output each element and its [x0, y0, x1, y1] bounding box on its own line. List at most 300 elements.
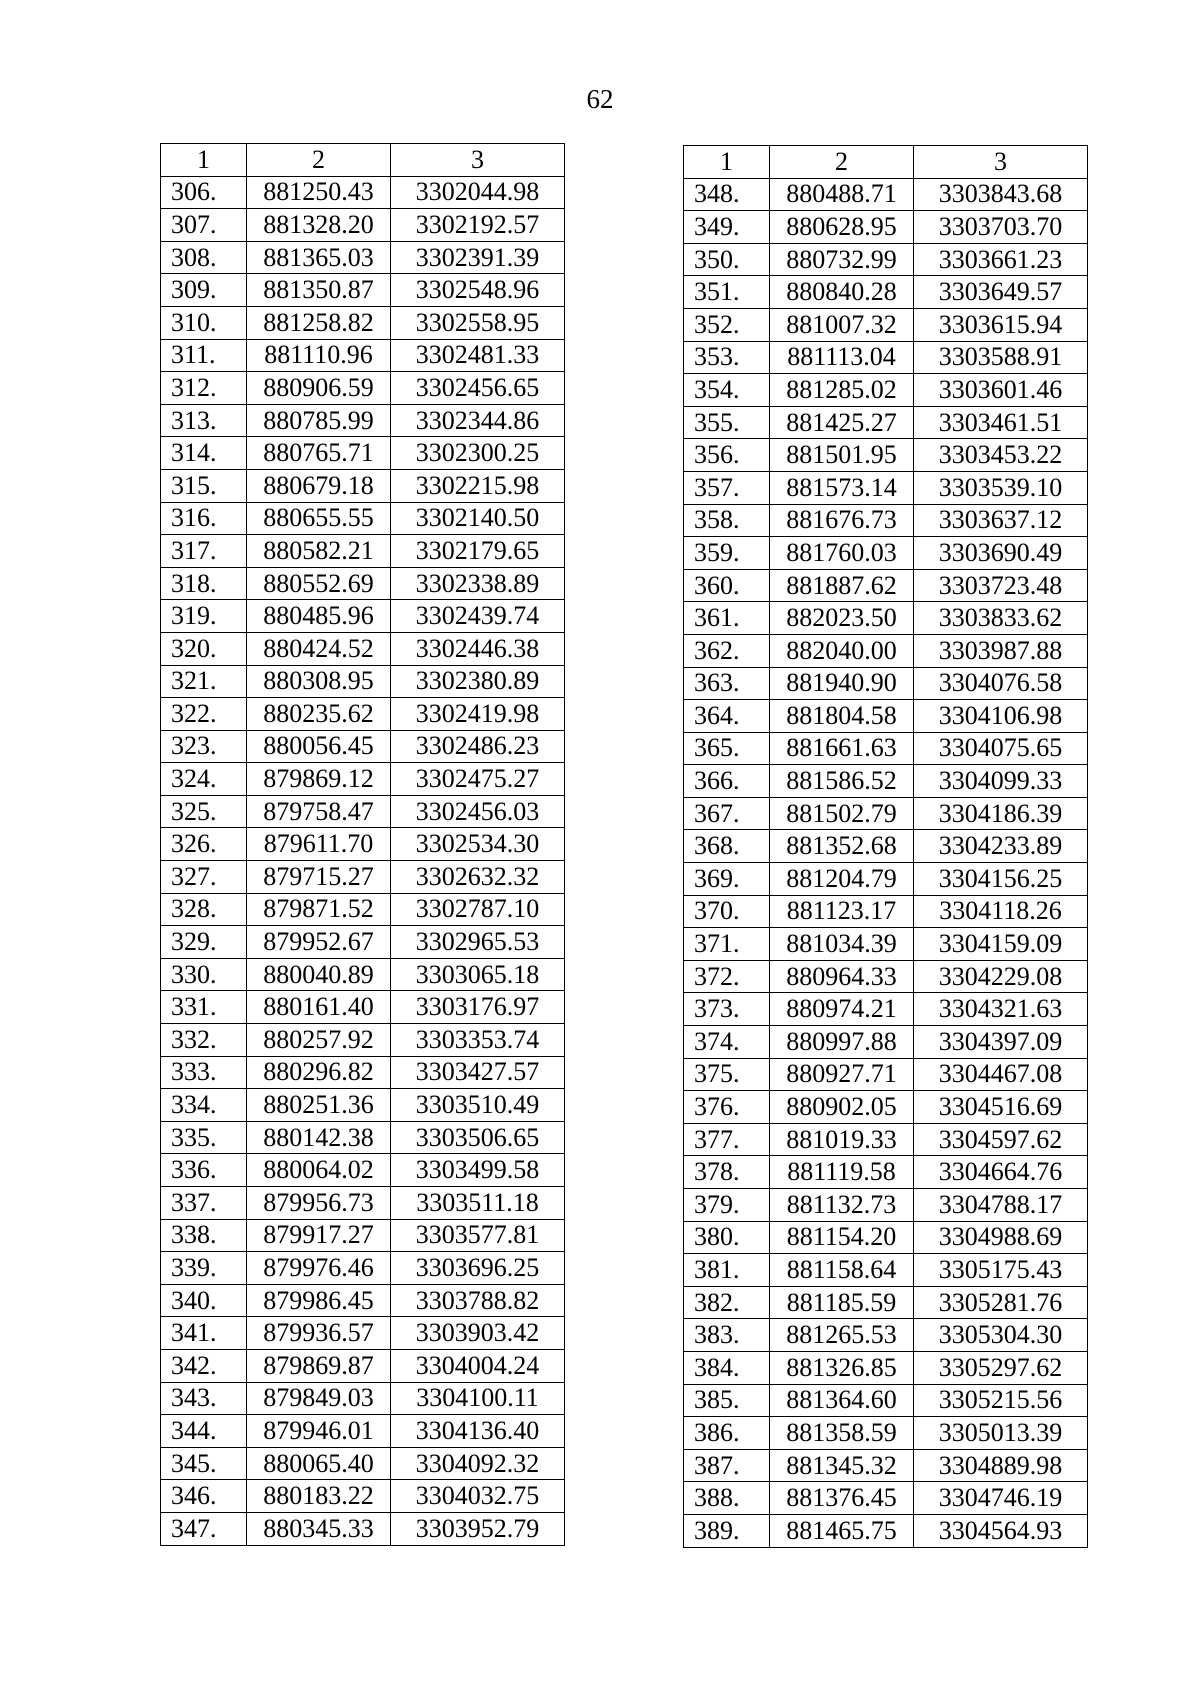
x-coordinate-cell: 880785.99 [247, 404, 391, 437]
y-coordinate-cell: 3303499.58 [391, 1154, 565, 1187]
x-coordinate-cell: 880552.69 [247, 567, 391, 600]
x-coordinate-cell: 879936.57 [247, 1317, 391, 1350]
x-coordinate-cell: 881285.02 [770, 374, 914, 407]
point-number-cell: 337. [161, 1187, 247, 1220]
table-row [161, 958, 565, 991]
point-number-cell: 373. [684, 993, 770, 1026]
x-coordinate-cell: 881007.32 [770, 308, 914, 341]
table-row [684, 439, 1088, 472]
table-row [684, 1156, 1088, 1189]
table-row [684, 928, 1088, 961]
table-row [684, 276, 1088, 309]
y-coordinate-cell: 3303788.82 [391, 1284, 565, 1317]
x-coordinate-cell: 881887.62 [770, 569, 914, 602]
table-row [161, 730, 565, 763]
x-coordinate-cell: 881501.95 [770, 439, 914, 472]
x-coordinate-cell: 879869.12 [247, 763, 391, 796]
y-coordinate-cell: 3303952.79 [391, 1512, 565, 1545]
table-row [161, 306, 565, 339]
table-row [684, 830, 1088, 863]
table-row [161, 828, 565, 861]
table-row [684, 700, 1088, 733]
table-row [161, 1317, 565, 1350]
y-coordinate-cell: 3303723.48 [914, 569, 1088, 602]
point-number-cell: 378. [684, 1156, 770, 1189]
point-number-cell: 370. [684, 895, 770, 928]
x-coordinate-cell: 880488.71 [770, 178, 914, 211]
point-number-cell: 366. [684, 765, 770, 798]
point-number-cell: 320. [161, 632, 247, 665]
y-coordinate-cell: 3304136.40 [391, 1415, 565, 1448]
y-coordinate-cell: 3305281.76 [914, 1286, 1088, 1319]
x-coordinate-cell: 880251.36 [247, 1089, 391, 1122]
y-coordinate-cell: 3304988.69 [914, 1221, 1088, 1254]
x-coordinate-cell: 880308.95 [247, 665, 391, 698]
y-coordinate-cell: 3305297.62 [914, 1351, 1088, 1384]
table-row [161, 600, 565, 633]
x-coordinate-cell: 880679.18 [247, 469, 391, 502]
point-number-cell: 347. [161, 1512, 247, 1545]
x-coordinate-cell: 879758.47 [247, 795, 391, 828]
point-number-cell: 321. [161, 665, 247, 698]
x-coordinate-cell: 879715.27 [247, 861, 391, 894]
y-coordinate-cell: 3303588.91 [914, 341, 1088, 374]
point-number-cell: 342. [161, 1349, 247, 1382]
y-coordinate-cell: 3302558.95 [391, 306, 565, 339]
y-coordinate-cell: 3302534.30 [391, 828, 565, 861]
y-coordinate-cell: 3303649.57 [914, 276, 1088, 309]
table-row [161, 1512, 565, 1545]
point-number-cell: 343. [161, 1382, 247, 1415]
x-coordinate-cell: 881326.85 [770, 1351, 914, 1384]
table-row [684, 863, 1088, 896]
table-header-row [161, 144, 565, 177]
point-number-cell: 308. [161, 241, 247, 274]
x-coordinate-cell: 881364.60 [770, 1384, 914, 1417]
point-number-cell: 368. [684, 830, 770, 863]
x-coordinate-cell: 881465.75 [770, 1514, 914, 1547]
table-row [684, 178, 1088, 211]
table-row [684, 569, 1088, 602]
point-number-cell: 325. [161, 795, 247, 828]
table-row [161, 1415, 565, 1448]
table-row [684, 406, 1088, 439]
x-coordinate-cell: 880424.52 [247, 632, 391, 665]
x-coordinate-cell: 881352.68 [770, 830, 914, 863]
y-coordinate-cell: 3302419.98 [391, 698, 565, 731]
y-coordinate-cell: 3304186.39 [914, 797, 1088, 830]
y-coordinate-cell: 3302548.96 [391, 274, 565, 307]
table-row [161, 404, 565, 437]
y-coordinate-cell: 3304075.65 [914, 732, 1088, 765]
table-row [161, 339, 565, 372]
table-row [684, 1221, 1088, 1254]
y-coordinate-cell: 3304467.08 [914, 1058, 1088, 1091]
x-coordinate-cell: 881185.59 [770, 1286, 914, 1319]
point-number-cell: 376. [684, 1091, 770, 1124]
x-coordinate-cell: 880927.71 [770, 1058, 914, 1091]
x-coordinate-cell: 880161.40 [247, 991, 391, 1024]
point-number-cell: 318. [161, 567, 247, 600]
x-coordinate-cell: 881502.79 [770, 797, 914, 830]
y-coordinate-cell: 3302486.23 [391, 730, 565, 763]
y-coordinate-cell: 3303987.88 [914, 634, 1088, 667]
point-number-cell: 328. [161, 893, 247, 926]
y-coordinate-cell: 3302391.39 [391, 241, 565, 274]
y-coordinate-cell: 3304664.76 [914, 1156, 1088, 1189]
point-number-cell: 326. [161, 828, 247, 861]
point-number-cell: 387. [684, 1449, 770, 1482]
table-row [161, 1024, 565, 1057]
x-coordinate-cell: 881676.73 [770, 504, 914, 537]
y-coordinate-cell: 3303453.22 [914, 439, 1088, 472]
point-number-cell: 377. [684, 1123, 770, 1156]
y-coordinate-cell: 3303065.18 [391, 958, 565, 991]
table-row [684, 243, 1088, 276]
x-coordinate-cell: 881760.03 [770, 537, 914, 570]
table-row [684, 1091, 1088, 1124]
y-coordinate-cell: 3304106.98 [914, 700, 1088, 733]
table-row [161, 1056, 565, 1089]
x-coordinate-cell: 881376.45 [770, 1482, 914, 1515]
point-number-cell: 336. [161, 1154, 247, 1187]
y-coordinate-cell: 3303637.12 [914, 504, 1088, 537]
y-coordinate-cell: 3302300.25 [391, 437, 565, 470]
y-coordinate-cell: 3303703.70 [914, 211, 1088, 244]
table-row [161, 1480, 565, 1513]
x-coordinate-cell: 879869.87 [247, 1349, 391, 1382]
x-coordinate-cell: 880582.21 [247, 535, 391, 568]
x-coordinate-cell: 880345.33 [247, 1512, 391, 1545]
table-header-row [684, 146, 1088, 179]
column-header: 1 [684, 146, 770, 179]
table-row [161, 926, 565, 959]
x-coordinate-cell: 882023.50 [770, 602, 914, 635]
y-coordinate-cell: 3302787.10 [391, 893, 565, 926]
table-row [684, 504, 1088, 537]
x-coordinate-cell: 881365.03 [247, 241, 391, 274]
x-coordinate-cell: 880142.38 [247, 1121, 391, 1154]
y-coordinate-cell: 3302475.27 [391, 763, 565, 796]
table-row [684, 602, 1088, 635]
table-row [161, 1121, 565, 1154]
y-coordinate-cell: 3304321.63 [914, 993, 1088, 1026]
point-number-cell: 333. [161, 1056, 247, 1089]
point-number-cell: 379. [684, 1189, 770, 1222]
point-number-cell: 348. [684, 178, 770, 211]
y-coordinate-cell: 3304889.98 [914, 1449, 1088, 1482]
y-coordinate-cell: 3305013.39 [914, 1417, 1088, 1450]
x-coordinate-cell: 880056.45 [247, 730, 391, 763]
x-coordinate-cell: 880655.55 [247, 502, 391, 535]
point-number-cell: 369. [684, 863, 770, 896]
table-row [684, 1482, 1088, 1515]
point-number-cell: 384. [684, 1351, 770, 1384]
x-coordinate-cell: 882040.00 [770, 634, 914, 667]
y-coordinate-cell: 3303843.68 [914, 178, 1088, 211]
table-row [684, 308, 1088, 341]
point-number-cell: 331. [161, 991, 247, 1024]
table-row [684, 1384, 1088, 1417]
x-coordinate-cell: 881110.96 [247, 339, 391, 372]
point-number-cell: 360. [684, 569, 770, 602]
x-coordinate-cell: 881573.14 [770, 471, 914, 504]
x-coordinate-cell: 880257.92 [247, 1024, 391, 1057]
y-coordinate-cell: 3303539.10 [914, 471, 1088, 504]
table-row [684, 1254, 1088, 1287]
x-coordinate-cell: 881258.82 [247, 306, 391, 339]
y-coordinate-cell: 3303903.42 [391, 1317, 565, 1350]
table-row [684, 1351, 1088, 1384]
x-coordinate-cell: 881328.20 [247, 209, 391, 242]
x-coordinate-cell: 880628.95 [770, 211, 914, 244]
point-number-cell: 312. [161, 372, 247, 405]
point-number-cell: 338. [161, 1219, 247, 1252]
x-coordinate-cell: 880235.62 [247, 698, 391, 731]
y-coordinate-cell: 3304118.26 [914, 895, 1088, 928]
y-coordinate-cell: 3302192.57 [391, 209, 565, 242]
point-number-cell: 332. [161, 1024, 247, 1057]
table-row [161, 991, 565, 1024]
y-coordinate-cell: 3302215.98 [391, 469, 565, 502]
point-number-cell: 372. [684, 960, 770, 993]
x-coordinate-cell: 881661.63 [770, 732, 914, 765]
table-row [684, 1286, 1088, 1319]
table-row [684, 765, 1088, 798]
x-coordinate-cell: 880065.40 [247, 1447, 391, 1480]
table-row [684, 1417, 1088, 1450]
y-coordinate-cell: 3302632.32 [391, 861, 565, 894]
table-row [161, 1349, 565, 1382]
y-coordinate-cell: 3304100.11 [391, 1382, 565, 1415]
table-row [161, 1187, 565, 1220]
x-coordinate-cell: 879611.70 [247, 828, 391, 861]
y-coordinate-cell: 3302965.53 [391, 926, 565, 959]
x-coordinate-cell: 880964.33 [770, 960, 914, 993]
x-coordinate-cell: 880906.59 [247, 372, 391, 405]
x-coordinate-cell: 879849.03 [247, 1382, 391, 1415]
table-row [161, 535, 565, 568]
x-coordinate-cell: 880840.28 [770, 276, 914, 309]
point-number-cell: 313. [161, 404, 247, 437]
x-coordinate-cell: 879956.73 [247, 1187, 391, 1220]
y-coordinate-cell: 3304032.75 [391, 1480, 565, 1513]
point-number-cell: 363. [684, 667, 770, 700]
y-coordinate-cell: 3305215.56 [914, 1384, 1088, 1417]
x-coordinate-cell: 881586.52 [770, 765, 914, 798]
table-row [684, 1514, 1088, 1547]
table-row [161, 698, 565, 731]
x-coordinate-cell: 881204.79 [770, 863, 914, 896]
point-number-cell: 356. [684, 439, 770, 472]
y-coordinate-cell: 3302439.74 [391, 600, 565, 633]
y-coordinate-cell: 3304076.58 [914, 667, 1088, 700]
point-number-cell: 329. [161, 926, 247, 959]
table-row [161, 861, 565, 894]
x-coordinate-cell: 881940.90 [770, 667, 914, 700]
table-row [684, 537, 1088, 570]
point-number-cell: 309. [161, 274, 247, 307]
table-row [684, 797, 1088, 830]
point-number-cell: 361. [684, 602, 770, 635]
y-coordinate-cell: 3304092.32 [391, 1447, 565, 1480]
y-coordinate-cell: 3302344.86 [391, 404, 565, 437]
y-coordinate-cell: 3302044.98 [391, 176, 565, 209]
point-number-cell: 316. [161, 502, 247, 535]
x-coordinate-cell: 881425.27 [770, 406, 914, 439]
point-number-cell: 307. [161, 209, 247, 242]
point-number-cell: 335. [161, 1121, 247, 1154]
table-row [684, 895, 1088, 928]
table-row [684, 1123, 1088, 1156]
table-row [161, 1382, 565, 1415]
x-coordinate-cell: 880765.71 [247, 437, 391, 470]
point-number-cell: 324. [161, 763, 247, 796]
y-coordinate-cell: 3303661.23 [914, 243, 1088, 276]
point-number-cell: 364. [684, 700, 770, 733]
point-number-cell: 341. [161, 1317, 247, 1350]
table-row [684, 211, 1088, 244]
table-row [684, 634, 1088, 667]
point-number-cell: 380. [684, 1221, 770, 1254]
x-coordinate-cell: 881123.17 [770, 895, 914, 928]
y-coordinate-cell: 3304516.69 [914, 1091, 1088, 1124]
x-coordinate-cell: 880902.05 [770, 1091, 914, 1124]
x-coordinate-cell: 881358.59 [770, 1417, 914, 1450]
column-header: 2 [770, 146, 914, 179]
table-row [684, 1026, 1088, 1059]
y-coordinate-cell: 3302140.50 [391, 502, 565, 535]
point-number-cell: 359. [684, 537, 770, 570]
table-row [161, 665, 565, 698]
x-coordinate-cell: 880183.22 [247, 1480, 391, 1513]
x-coordinate-cell: 880997.88 [770, 1026, 914, 1059]
x-coordinate-cell: 881019.33 [770, 1123, 914, 1156]
table-row [161, 502, 565, 535]
table-row [161, 632, 565, 665]
point-number-cell: 375. [684, 1058, 770, 1091]
point-number-cell: 330. [161, 958, 247, 991]
point-number-cell: 355. [684, 406, 770, 439]
point-number-cell: 367. [684, 797, 770, 830]
table-row [684, 960, 1088, 993]
table-row [684, 993, 1088, 1026]
column-header: 3 [391, 144, 565, 177]
y-coordinate-cell: 3302456.03 [391, 795, 565, 828]
point-number-cell: 374. [684, 1026, 770, 1059]
table-row [161, 567, 565, 600]
point-number-cell: 310. [161, 306, 247, 339]
y-coordinate-cell: 3304597.62 [914, 1123, 1088, 1156]
table-row [161, 1154, 565, 1187]
point-number-cell: 334. [161, 1089, 247, 1122]
y-coordinate-cell: 3304564.93 [914, 1514, 1088, 1547]
table-row [161, 209, 565, 242]
point-number-cell: 315. [161, 469, 247, 502]
x-coordinate-cell: 879946.01 [247, 1415, 391, 1448]
point-number-cell: 323. [161, 730, 247, 763]
point-number-cell: 358. [684, 504, 770, 537]
point-number-cell: 311. [161, 339, 247, 372]
y-coordinate-cell: 3302456.65 [391, 372, 565, 405]
x-coordinate-cell: 880064.02 [247, 1154, 391, 1187]
y-coordinate-cell: 3304156.25 [914, 863, 1088, 896]
table-row [161, 1252, 565, 1285]
column-header: 3 [914, 146, 1088, 179]
x-coordinate-cell: 880974.21 [770, 993, 914, 1026]
y-coordinate-cell: 3303577.81 [391, 1219, 565, 1252]
table-row [161, 1219, 565, 1252]
x-coordinate-cell: 879871.52 [247, 893, 391, 926]
table-row [161, 1284, 565, 1317]
x-coordinate-cell: 881158.64 [770, 1254, 914, 1287]
y-coordinate-cell: 3304746.19 [914, 1482, 1088, 1515]
y-coordinate-cell: 3302446.38 [391, 632, 565, 665]
x-coordinate-cell: 880732.99 [770, 243, 914, 276]
point-number-cell: 385. [684, 1384, 770, 1417]
point-number-cell: 365. [684, 732, 770, 765]
table-row [684, 471, 1088, 504]
table-row [684, 732, 1088, 765]
y-coordinate-cell: 3303353.74 [391, 1024, 565, 1057]
x-coordinate-cell: 881154.20 [770, 1221, 914, 1254]
table-row [161, 274, 565, 307]
x-coordinate-cell: 881350.87 [247, 274, 391, 307]
x-coordinate-cell: 879986.45 [247, 1284, 391, 1317]
point-number-cell: 319. [161, 600, 247, 633]
y-coordinate-cell: 3304788.17 [914, 1189, 1088, 1222]
x-coordinate-cell: 880296.82 [247, 1056, 391, 1089]
table-row [161, 372, 565, 405]
y-coordinate-cell: 3303601.46 [914, 374, 1088, 407]
column-header: 1 [161, 144, 247, 177]
table-row [161, 437, 565, 470]
table-row [161, 176, 565, 209]
y-coordinate-cell: 3303427.57 [391, 1056, 565, 1089]
table-row [684, 1449, 1088, 1482]
y-coordinate-cell: 3302179.65 [391, 535, 565, 568]
y-coordinate-cell: 3303510.49 [391, 1089, 565, 1122]
point-number-cell: 340. [161, 1284, 247, 1317]
table-row [684, 341, 1088, 374]
coordinates-table-right [683, 145, 1088, 1548]
y-coordinate-cell: 3302481.33 [391, 339, 565, 372]
y-coordinate-cell: 3305175.43 [914, 1254, 1088, 1287]
y-coordinate-cell: 3304233.89 [914, 830, 1088, 863]
x-coordinate-cell: 881250.43 [247, 176, 391, 209]
point-number-cell: 327. [161, 861, 247, 894]
point-number-cell: 351. [684, 276, 770, 309]
point-number-cell: 388. [684, 1482, 770, 1515]
table-row [161, 469, 565, 502]
table-row [684, 1189, 1088, 1222]
point-number-cell: 371. [684, 928, 770, 961]
x-coordinate-cell: 881119.58 [770, 1156, 914, 1189]
x-coordinate-cell: 879952.67 [247, 926, 391, 959]
y-coordinate-cell: 3303461.51 [914, 406, 1088, 439]
point-number-cell: 339. [161, 1252, 247, 1285]
x-coordinate-cell: 881132.73 [770, 1189, 914, 1222]
y-coordinate-cell: 3303833.62 [914, 602, 1088, 635]
y-coordinate-cell: 3305304.30 [914, 1319, 1088, 1352]
point-number-cell: 350. [684, 243, 770, 276]
x-coordinate-cell: 879976.46 [247, 1252, 391, 1285]
point-number-cell: 314. [161, 437, 247, 470]
coordinates-table-left [160, 143, 565, 1546]
point-number-cell: 345. [161, 1447, 247, 1480]
column-header: 2 [247, 144, 391, 177]
table-row [684, 667, 1088, 700]
